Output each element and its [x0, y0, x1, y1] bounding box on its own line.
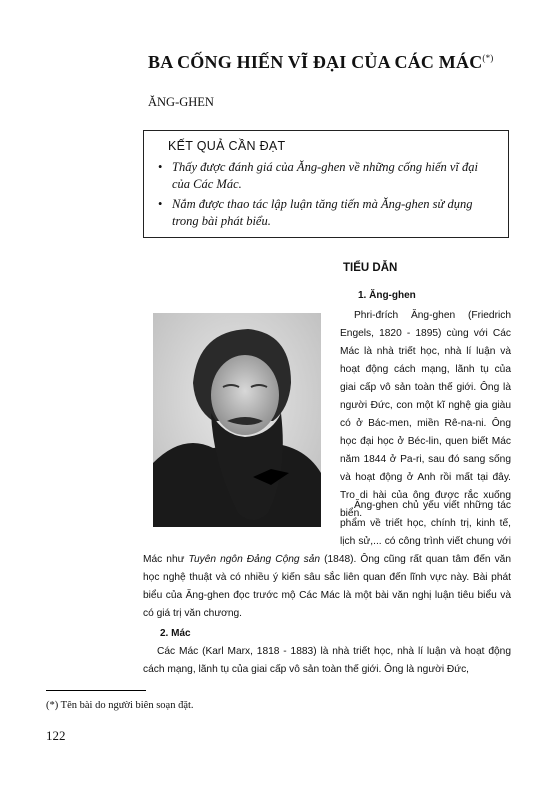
- footnote: (*) Tên bài do người biên soạn đặt.: [46, 700, 194, 711]
- bullet-icon: •: [158, 197, 163, 211]
- learning-goals-heading: KẾT QUẢ CẦN ĐẠT: [168, 139, 286, 153]
- manifesto-title: Tuyên ngôn Đảng Cộng sản: [188, 554, 321, 565]
- engels-paragraph-2-text-end: (1848). Ông cũng rất quan tâm đến văn học nghệ thuật và có nhiều ý kiến sâu sắc liên quan đến lĩnh vực này. Bài phát biểu của Ăng-ghen đọc trước mộ Các Mác là một bài văn nghị luận tiêu biểu và có giá trị văn chương.: [143, 554, 511, 619]
- learning-goal-item: [158, 159, 494, 193]
- title-footnote-mark: (*): [482, 53, 494, 63]
- marx-heading: 2. Mác: [160, 628, 191, 639]
- engels-portrait: [153, 313, 321, 527]
- learning-goals-box: [143, 130, 509, 238]
- engels-paragraph-2-text: Ăng-ghen chủ yếu viết những tác phẩm về triết học, chính trị, kinh tế, lịch sử,... có công trình viết chung với Mác như: [143, 500, 511, 565]
- learning-goal-item: [158, 196, 494, 230]
- engels-paragraph-1: Phri-đrích Ăng-ghen (Friedrich Engels, 1820 - 1895) cùng với Các Mác là nhà triết học, nhà lí luận và hoạt động cách mạng, lãnh tụ của giai cấp vô sản toàn thế giới. Ông là người Đức, con một kĩ nghệ gia giàu có ở Bác-men, miền Rê-na-ni. Ông học đại học ở Béc-lin, quen biết Mác năm 1844 ở Pa-ri, sau đó sang sống và hoạt động ở Anh rồi mất tại đây. Tro di hài của ông được rắc xuống biển.: [340, 310, 511, 519]
- intro-heading: TIỂU DẪN: [343, 262, 398, 274]
- bullet-icon: •: [158, 160, 163, 174]
- text-wrap-spacer: [143, 497, 340, 551]
- learning-goal-text: Thấy được đánh giá của Ăng-ghen về những cống hiến vĩ đại của Các Mác.: [172, 160, 479, 191]
- page-number: 122: [46, 728, 66, 743]
- engels-heading: 1. Ăng-ghen: [358, 290, 416, 301]
- author-name: ĂNG-GHEN: [148, 95, 214, 109]
- page-title: [148, 52, 528, 73]
- footnote-divider: [46, 690, 146, 691]
- learning-goal-text: Nắm được thao tác lập luận tăng tiến mà Ăng-ghen sử dụng trong bài phát biểu.: [172, 197, 473, 228]
- marx-paragraph-1: Các Mác (Karl Marx, 1818 - 1883) là nhà triết học, nhà lí luận và hoạt động cách mạng, lãnh tụ của giai cấp vô sản toàn thế giới. Ông là người Đức,: [143, 646, 511, 675]
- engels-paragraph-2: [143, 497, 511, 623]
- title-text: BA CỐNG HIẾN VĨ ĐẠI CỦA CÁC MÁC: [148, 52, 483, 72]
